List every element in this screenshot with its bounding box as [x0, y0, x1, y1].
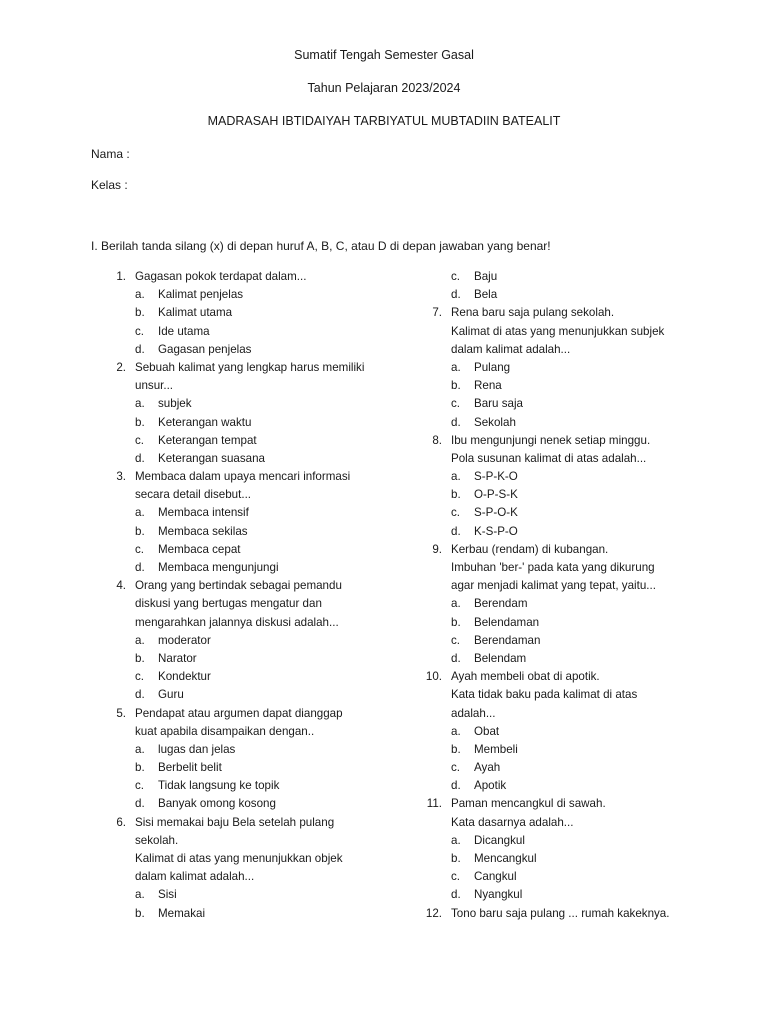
question-line — [96, 851, 416, 869]
option-letter: c. — [135, 542, 145, 556]
answer-option[interactable] — [96, 396, 416, 414]
option-text: Obat — [474, 724, 500, 738]
answer-option[interactable] — [412, 287, 742, 305]
option-text: Pulang — [474, 360, 511, 374]
option-letter: b. — [451, 852, 461, 865]
option-letter: c. — [135, 670, 145, 684]
question-number: 5. — [116, 706, 126, 720]
answer-option[interactable] — [412, 596, 742, 614]
option-text: Mencangkul — [474, 852, 537, 865]
answer-option[interactable] — [412, 887, 742, 905]
option-letter: c. — [451, 506, 461, 520]
option-letter: b. — [451, 488, 461, 502]
option-letter: a. — [135, 288, 145, 302]
option-text: Berendaman — [474, 633, 541, 647]
option-letter: d. — [135, 342, 145, 356]
question-line — [412, 578, 742, 596]
question-text: Orang yang bertindak sebagai pemandu — [135, 579, 342, 593]
option-letter: c. — [451, 397, 461, 411]
option-letter: b. — [135, 524, 145, 538]
option-text: subjek — [158, 397, 192, 411]
answer-option[interactable] — [412, 524, 742, 542]
question-text: Kata dasarnya adalah... — [451, 815, 574, 829]
question-item — [96, 578, 416, 705]
question-text: unsur... — [135, 379, 174, 393]
option-text: Baju — [474, 270, 498, 283]
question-line — [412, 815, 742, 833]
answer-option[interactable] — [412, 269, 742, 287]
option-text: Membaca intensif — [158, 506, 249, 520]
option-letter: b. — [135, 415, 145, 429]
answer-option[interactable] — [96, 542, 416, 560]
answer-option[interactable] — [96, 669, 416, 687]
question-text: Imbuhan 'ber-' pada kata yang dikurung — [451, 561, 655, 574]
option-letter: a. — [135, 506, 145, 520]
question-item — [96, 815, 416, 924]
question-line — [96, 360, 416, 378]
question-line — [412, 324, 742, 342]
answer-option[interactable] — [96, 324, 416, 342]
question-number: 9. — [432, 542, 442, 556]
question-line — [412, 687, 742, 705]
answer-option[interactable] — [412, 396, 742, 414]
option-text: Belendam — [474, 651, 527, 665]
option-letter: c. — [135, 779, 145, 793]
option-letter: d. — [135, 688, 145, 702]
option-text: Berendam — [474, 597, 528, 611]
class-field-label: Kelas : — [91, 178, 128, 192]
question-item — [412, 305, 742, 432]
option-text: lugas dan jelas — [158, 742, 236, 756]
option-letter: a. — [451, 597, 461, 611]
option-letter: a. — [451, 833, 461, 847]
answer-option[interactable] — [96, 887, 416, 905]
answer-option[interactable] — [412, 360, 742, 378]
option-letter: c. — [451, 761, 461, 775]
option-letter: c. — [451, 633, 461, 647]
question-text: Pola susunan kalimat di atas adalah... — [451, 451, 647, 465]
answer-option[interactable] — [96, 651, 416, 669]
answer-option[interactable] — [96, 505, 416, 523]
option-letter: b. — [135, 306, 145, 320]
option-letter: d. — [135, 561, 145, 574]
exam-title: Sumatif Tengah Semester Gasal — [294, 48, 474, 62]
option-letter: c. — [451, 270, 461, 283]
answer-option[interactable] — [412, 833, 742, 851]
option-text: Ide utama — [158, 324, 210, 338]
question-line — [96, 815, 416, 833]
option-text: Narator — [158, 651, 197, 665]
question-line — [96, 706, 416, 724]
question-item — [412, 433, 742, 542]
academic-year: Tahun Pelajaran 2023/2024 — [307, 81, 461, 95]
option-text: Gagasan penjelas — [158, 342, 252, 356]
option-letter: a. — [451, 360, 461, 374]
option-letter: a. — [135, 888, 145, 902]
question-line — [96, 833, 416, 851]
question-line — [412, 433, 742, 451]
question-line — [96, 724, 416, 742]
question-text: Kalimat di atas yang menunjukkan subjek — [451, 324, 665, 338]
question-column-right — [412, 269, 742, 924]
answer-option[interactable] — [412, 851, 742, 869]
question-text: Kalimat di atas yang menunjukkan objek — [135, 852, 343, 865]
answer-option[interactable] — [412, 378, 742, 396]
option-letter: a. — [135, 397, 145, 411]
question-text: mengarahkan jalannya diskusi adalah... — [135, 615, 339, 629]
question-text: sekolah. — [135, 833, 179, 847]
question-column-left — [96, 269, 416, 924]
question-line — [96, 269, 416, 287]
question-text: Ibu mengunjungi nenek setiap minggu. — [451, 433, 651, 447]
option-text: Nyangkul — [474, 888, 523, 902]
option-text: Ayah — [474, 761, 501, 775]
answer-option[interactable] — [412, 415, 742, 433]
question-number: 10. — [425, 670, 442, 684]
question-line — [96, 487, 416, 505]
answer-option[interactable] — [412, 487, 742, 505]
question-item — [96, 469, 416, 578]
instruction-text: I. Berilah tanda silang (x) di depan huruf A, B, C, atau D di depan jawaban yang benar! — [91, 239, 551, 253]
option-text: Tidak langsung ke topik — [158, 779, 280, 793]
question-number: 4. — [116, 579, 126, 593]
option-letter: d. — [451, 888, 461, 902]
question-text: Membaca dalam upaya mencari informasi — [135, 470, 351, 484]
question-text: Kata tidak baku pada kalimat di atas — [451, 688, 638, 702]
option-letter: b. — [135, 906, 145, 920]
answer-option[interactable] — [96, 778, 416, 796]
option-text: O-P-S-K — [474, 488, 518, 502]
name-field-label: Nama : — [91, 147, 130, 161]
option-text: Membaca cepat — [158, 542, 241, 556]
option-letter: c. — [451, 870, 461, 884]
answer-option[interactable] — [96, 742, 416, 760]
question-line — [412, 906, 742, 924]
answer-option[interactable] — [96, 342, 416, 360]
option-text: Berbelit belit — [158, 761, 222, 775]
question-text: Sebuah kalimat yang lengkap harus memiliki — [135, 360, 365, 374]
question-line — [96, 615, 416, 633]
option-letter: d. — [451, 288, 461, 302]
option-letter: d. — [451, 415, 461, 429]
option-letter: b. — [135, 761, 145, 775]
option-letter: a. — [451, 470, 461, 484]
answer-option[interactable] — [412, 742, 742, 760]
answer-option[interactable] — [96, 287, 416, 305]
question-text: adalah... — [451, 706, 496, 720]
answer-option[interactable] — [412, 760, 742, 778]
option-letter: d. — [451, 779, 461, 793]
answer-option[interactable] — [96, 524, 416, 542]
option-text: Keterangan waktu — [158, 415, 252, 429]
option-letter: d. — [451, 651, 461, 665]
option-text: Banyak omong kosong — [158, 797, 276, 811]
option-text: Kondektur — [158, 670, 211, 684]
question-text: Rena baru saja pulang sekolah. — [451, 306, 615, 320]
option-text: Sisi — [158, 888, 177, 902]
option-text: moderator — [158, 633, 211, 647]
option-letter: b. — [451, 379, 461, 393]
answer-option[interactable] — [96, 451, 416, 469]
option-letter: a. — [451, 724, 461, 738]
question-text: Paman mencangkul di sawah. — [451, 797, 606, 811]
option-text: Membeli — [474, 742, 518, 756]
answer-option[interactable] — [96, 415, 416, 433]
question-number: 6. — [116, 815, 126, 829]
option-text: Kalimat utama — [158, 306, 233, 320]
answer-option[interactable] — [96, 687, 416, 705]
option-letter: b. — [451, 742, 461, 756]
question-item — [96, 706, 416, 815]
question-text: agar menjadi kalimat yang tepat, yaitu... — [451, 579, 656, 593]
option-text: Baru saja — [474, 397, 523, 411]
option-text: Membaca sekilas — [158, 524, 248, 538]
question-text: kuat apabila disampaikan dengan.. — [135, 724, 315, 738]
answer-option[interactable] — [412, 505, 742, 523]
option-text: Sekolah — [474, 415, 516, 429]
option-letter: d. — [451, 524, 461, 538]
question-line — [96, 869, 416, 887]
question-item — [412, 669, 742, 796]
question-line — [96, 469, 416, 487]
option-text: Membaca mengunjungi — [158, 561, 279, 574]
question-line — [412, 560, 742, 578]
answer-option[interactable] — [412, 651, 742, 669]
option-letter: a. — [135, 742, 145, 756]
option-text: Rena — [474, 379, 502, 393]
question-line — [412, 305, 742, 323]
option-text: Bela — [474, 288, 498, 302]
answer-option[interactable] — [96, 633, 416, 651]
answer-option[interactable] — [96, 796, 416, 814]
question-line — [412, 796, 742, 814]
question-text: Kerbau (rendam) di kubangan. — [451, 542, 609, 556]
answer-option[interactable] — [96, 760, 416, 778]
question-text: diskusi yang bertugas mengatur dan — [135, 597, 322, 611]
option-text: S-P-K-O — [474, 470, 518, 484]
option-text: Dicangkul — [474, 833, 525, 847]
option-letter: b. — [135, 651, 145, 665]
question-text: dalam kalimat adalah... — [135, 870, 255, 884]
question-text: Ayah membeli obat di apotik. — [451, 670, 600, 684]
question-line — [96, 378, 416, 396]
answer-option[interactable] — [412, 633, 742, 651]
question-item — [412, 542, 742, 669]
answer-option[interactable] — [412, 615, 742, 633]
question-item — [412, 906, 742, 924]
answer-option[interactable] — [412, 724, 742, 742]
question-line — [96, 578, 416, 596]
question-item — [96, 360, 416, 469]
question-text: dalam kalimat adalah... — [451, 342, 571, 356]
question-line — [412, 342, 742, 360]
option-text: S-P-O-K — [474, 506, 518, 520]
answer-option[interactable] — [96, 305, 416, 323]
question-line — [412, 451, 742, 469]
option-text: Guru — [158, 688, 184, 702]
option-letter: c. — [135, 324, 145, 338]
option-letter: d. — [135, 451, 145, 465]
option-letter: a. — [135, 633, 145, 647]
answer-option[interactable] — [96, 906, 416, 924]
answer-option[interactable] — [96, 433, 416, 451]
question-number: 1. — [116, 270, 126, 283]
option-text: Belendaman — [474, 615, 540, 629]
question-number: 11. — [426, 797, 442, 811]
question-line — [412, 706, 742, 724]
question-line — [96, 596, 416, 614]
question-item — [412, 796, 742, 905]
question-line — [412, 669, 742, 687]
question-line — [412, 542, 742, 560]
option-letter: c. — [135, 433, 145, 447]
question-number: 3. — [116, 470, 126, 484]
question-item — [412, 269, 742, 305]
option-text: Apotik — [474, 779, 507, 793]
question-text: Tono baru saja pulang ... rumah kakeknya. — [451, 906, 670, 920]
question-text: Sisi memakai baju Bela setelah pulang — [135, 815, 335, 829]
option-text: Kalimat penjelas — [158, 288, 244, 302]
option-text: Memakai — [158, 906, 206, 920]
question-number: 12. — [425, 906, 442, 920]
question-item — [96, 269, 416, 360]
option-text: Keterangan tempat — [158, 433, 257, 447]
answer-option[interactable] — [412, 778, 742, 796]
answer-option[interactable] — [412, 469, 742, 487]
question-text: secara detail disebut... — [135, 488, 252, 502]
question-number: 2. — [116, 360, 126, 374]
school-name: MADRASAH IBTIDAIYAH TARBIYATUL MUBTADIIN BATEALIT — [207, 114, 561, 128]
question-number: 8. — [432, 433, 442, 447]
option-letter: b. — [451, 615, 461, 629]
option-text: Keterangan suasana — [158, 451, 266, 465]
option-letter: d. — [135, 797, 145, 811]
option-text: Cangkul — [474, 870, 517, 884]
question-text: Pendapat atau argumen dapat dianggap — [135, 706, 343, 720]
question-number: 7. — [432, 306, 442, 320]
answer-option[interactable] — [96, 560, 416, 578]
option-text: K-S-P-O — [474, 524, 518, 538]
answer-option[interactable] — [412, 869, 742, 887]
question-text: Gagasan pokok terdapat dalam... — [135, 270, 307, 283]
